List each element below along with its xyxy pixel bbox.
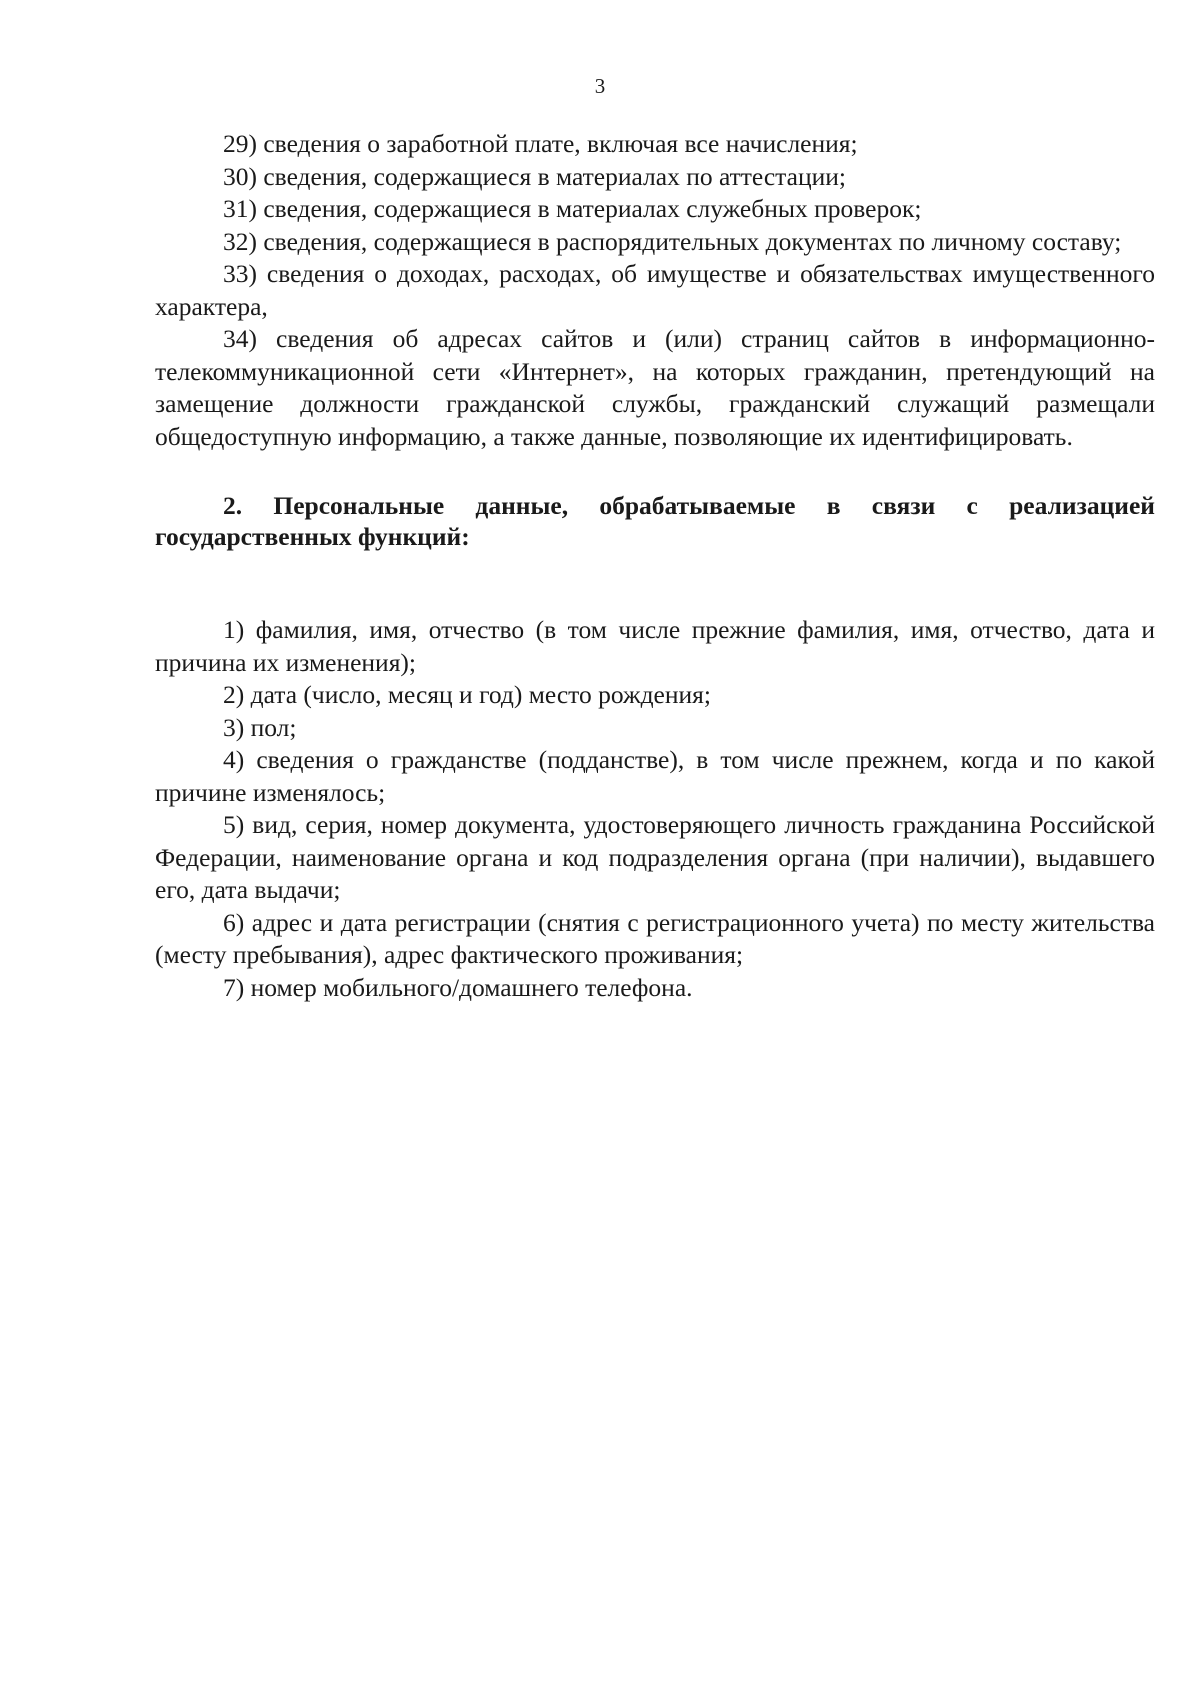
- list-item-6: 6) адрес и дата регистрации (снятия с регистрационного учета) по месту жительства (месту пребывания), адрес фактического проживания;: [155, 907, 1155, 969]
- list-item-30: 30) сведения, содержащиеся в материалах по аттестации;: [223, 161, 846, 191]
- section-2-list: [155, 614, 1155, 1004]
- list-item-33: 33) сведения о доходах, расходах, об имуществе и обязательствах имущественного характера,: [155, 259, 1155, 321]
- list-item-1: 1) фамилия, имя, отчество (в том числе прежние фамилия, имя, отчество, дата и причина их изменения);: [155, 615, 1155, 677]
- page-number: 3: [594, 74, 606, 98]
- list-item-29: 29) сведения о заработной плате, включая все начисления;: [223, 129, 858, 158]
- section-1-list: [155, 128, 1155, 453]
- list-item-4: 4) сведения о гражданстве (подданстве), в том числе прежнем, когда и по какой причине изменялось;: [155, 745, 1155, 807]
- list-item-3: 3) пол;: [223, 712, 297, 742]
- list-item-34: 34) сведения об адресах сайтов и (или) страниц сайтов в информационно-телекоммуникационной сети «Интернет», на которых гражданин, претендующий на замещение должности гражданской службы, гражданский служащий размещали общедоступную информацию, а также данные, позволяющие их идентифицировать.: [155, 324, 1155, 451]
- list-item-5: 5) вид, серия, номер документа, удостоверяющего личность гражданина Российской Федерации, наименование органа и код подразделения органа (при наличии), выдавшего его, дата выдачи;: [155, 810, 1155, 904]
- list-item-7: 7) номер мобильного/домашнего телефона.: [223, 972, 693, 1002]
- list-item-31: 31) сведения, содержащиеся в материалах служебных проверок;: [223, 194, 922, 223]
- document-body: [155, 128, 1155, 1004]
- list-item-2: 2) дата (число, месяц и год) место рождения;: [223, 680, 711, 709]
- section-2-heading: 2. Персональные данные, обрабатываемые в связи с реализацией государственных функций:: [155, 491, 1155, 551]
- list-item-32: 32) сведения, содержащиеся в распорядительных документах по личному составу;: [223, 226, 1122, 256]
